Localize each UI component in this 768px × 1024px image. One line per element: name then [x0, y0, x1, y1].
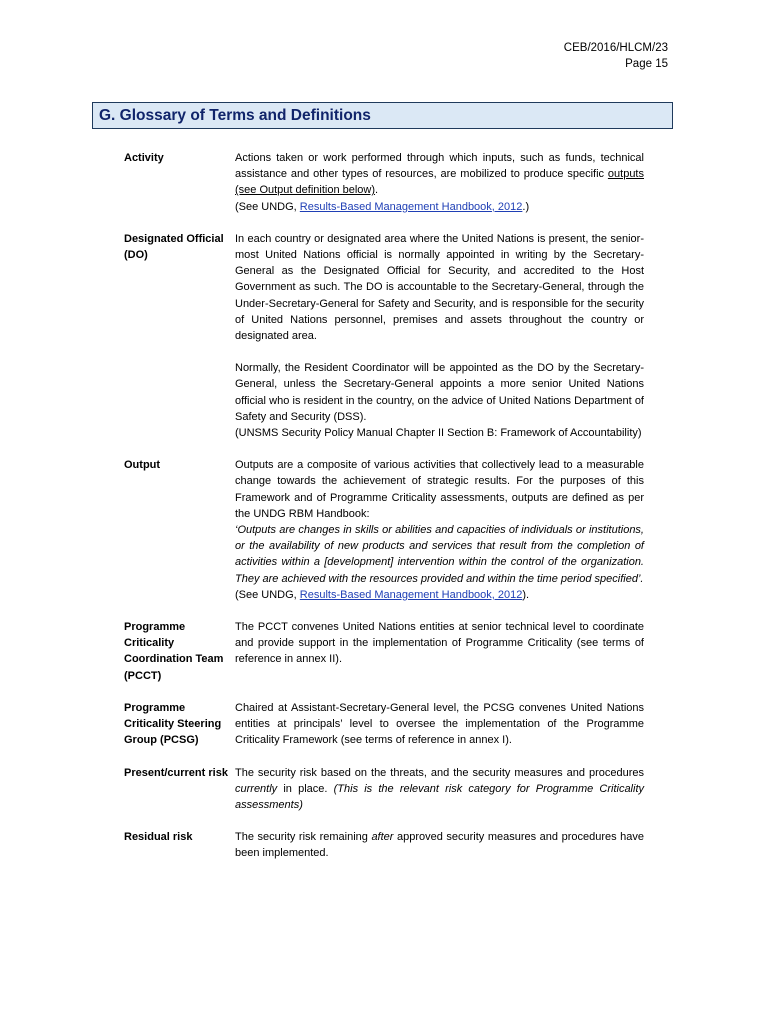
definition-text: Normally, the Resident Coordinator will be appointed as the DO by the Secretary-General, unless the Secretary-General appoints a more senior United Nations official who is resident in the country, on the advice of United Nations Department of Safety and Security (DSS). [235, 362, 644, 423]
definition-text: . [375, 184, 379, 197]
glossary-definition [235, 150, 644, 215]
definition-text: Chaired at Assistant-Secretary-General level, the PCSG convenes United Nations entities at principals’ level to oversee the implementation of the Programme Criticality Framework (see terms of reference in annex I). [235, 701, 644, 747]
glossary-definition [235, 457, 644, 603]
glossary-term: Present/current risk [124, 766, 228, 779]
glossary-entry-pcct [124, 619, 644, 684]
definition-text: The security risk remaining [235, 831, 372, 844]
output-reference: outputs (see Output definition below) [235, 168, 644, 197]
reference-suffix: ). [522, 588, 530, 601]
glossary-definition [235, 619, 644, 684]
definition-text: approved security measures and procedures have been implemented. [235, 831, 644, 860]
glossary-definition [235, 829, 644, 861]
glossary-term: Designated Official (DO) [124, 232, 224, 262]
glossary-list [124, 150, 644, 878]
page-number: Page 15 [625, 58, 668, 70]
document-id: CEB/2016/HLCM/23 [563, 42, 668, 54]
definition-text: in place. [277, 782, 334, 795]
page-header [564, 40, 668, 72]
definition-emphasis: after [371, 831, 394, 844]
rbm-handbook-link[interactable]: Results-Based Management Handbook, 2012 [299, 200, 523, 213]
reference-prefix: (See UNDG, [235, 200, 300, 213]
reference-prefix: (See UNDG, [235, 588, 300, 601]
definition-text: The security risk based on the threats, and the security measures and procedures [235, 766, 644, 779]
glossary-entry-designated-official [124, 231, 644, 441]
definition-quote: ‘Outputs are changes in skills or abilities and capacities of individuals or institutions, or the availability of new products and services that result from the completion of activities within a [development] intervention within the control of the organization. They are achieved with the resources provided and within the time period specified’. [235, 524, 644, 585]
glossary-definition [235, 765, 644, 814]
section-title: G. Glossary of Terms and Definitions [99, 107, 371, 124]
glossary-entry-present-risk [124, 765, 644, 814]
glossary-entry-residual-risk [124, 829, 644, 861]
glossary-entry-output [124, 457, 644, 603]
reference-suffix: .) [522, 200, 530, 213]
section-heading-box [92, 102, 673, 129]
rbm-handbook-link[interactable]: Results-Based Management Handbook, 2012 [299, 588, 523, 601]
glossary-entry-pcsg [124, 700, 644, 749]
definition-text: Outputs are a composite of various activities that collectively lead to a measurable change towards the achievement of strategic results. For the purposes of this Framework and of Programme Criticality assessments, outputs are defined as per the UNDG RBM Handbook: [235, 459, 644, 520]
glossary-term: Residual risk [124, 831, 193, 844]
definition-note: (This is the relevant risk category for Programme Criticality assessments) [235, 782, 645, 811]
definition-emphasis: currently [235, 782, 278, 795]
definition-reference: (UNSMS Security Policy Manual Chapter II Section B: Framework of Accountability) [235, 427, 642, 440]
glossary-term: Programme Criticality Coordination Team (PCCT) [124, 621, 224, 682]
definition-text: Actions taken or work performed through which inputs, such as funds, technical assistance and other types of resources, are mobilized to produce specific [235, 152, 644, 181]
glossary-term: Activity [124, 152, 164, 164]
glossary-definition [235, 700, 644, 749]
definition-text: The PCCT convenes United Nations entities at senior technical level to coordinate and provide support in the implementation of Programme Criticality (see terms of reference in annex II). [235, 621, 644, 666]
glossary-term: Programme Criticality Steering Group (PCSG) [124, 701, 222, 747]
definition-text: In each country or designated area where the United Nations is present, the senior-most United Nations official is normally appointed in writing by the Secretary-General as the Designated Official for Security, and accredited to the Host Government as such. The DO is accountable to the Secretary-General, through the Under-Secretary-General for Safety and Security, and is responsible for the security of United Nations personnel, premises and assets throughout the country or designated area. [235, 232, 644, 343]
glossary-entry-activity [124, 150, 644, 215]
glossary-term: Output [124, 459, 161, 472]
glossary-definition [235, 231, 644, 441]
